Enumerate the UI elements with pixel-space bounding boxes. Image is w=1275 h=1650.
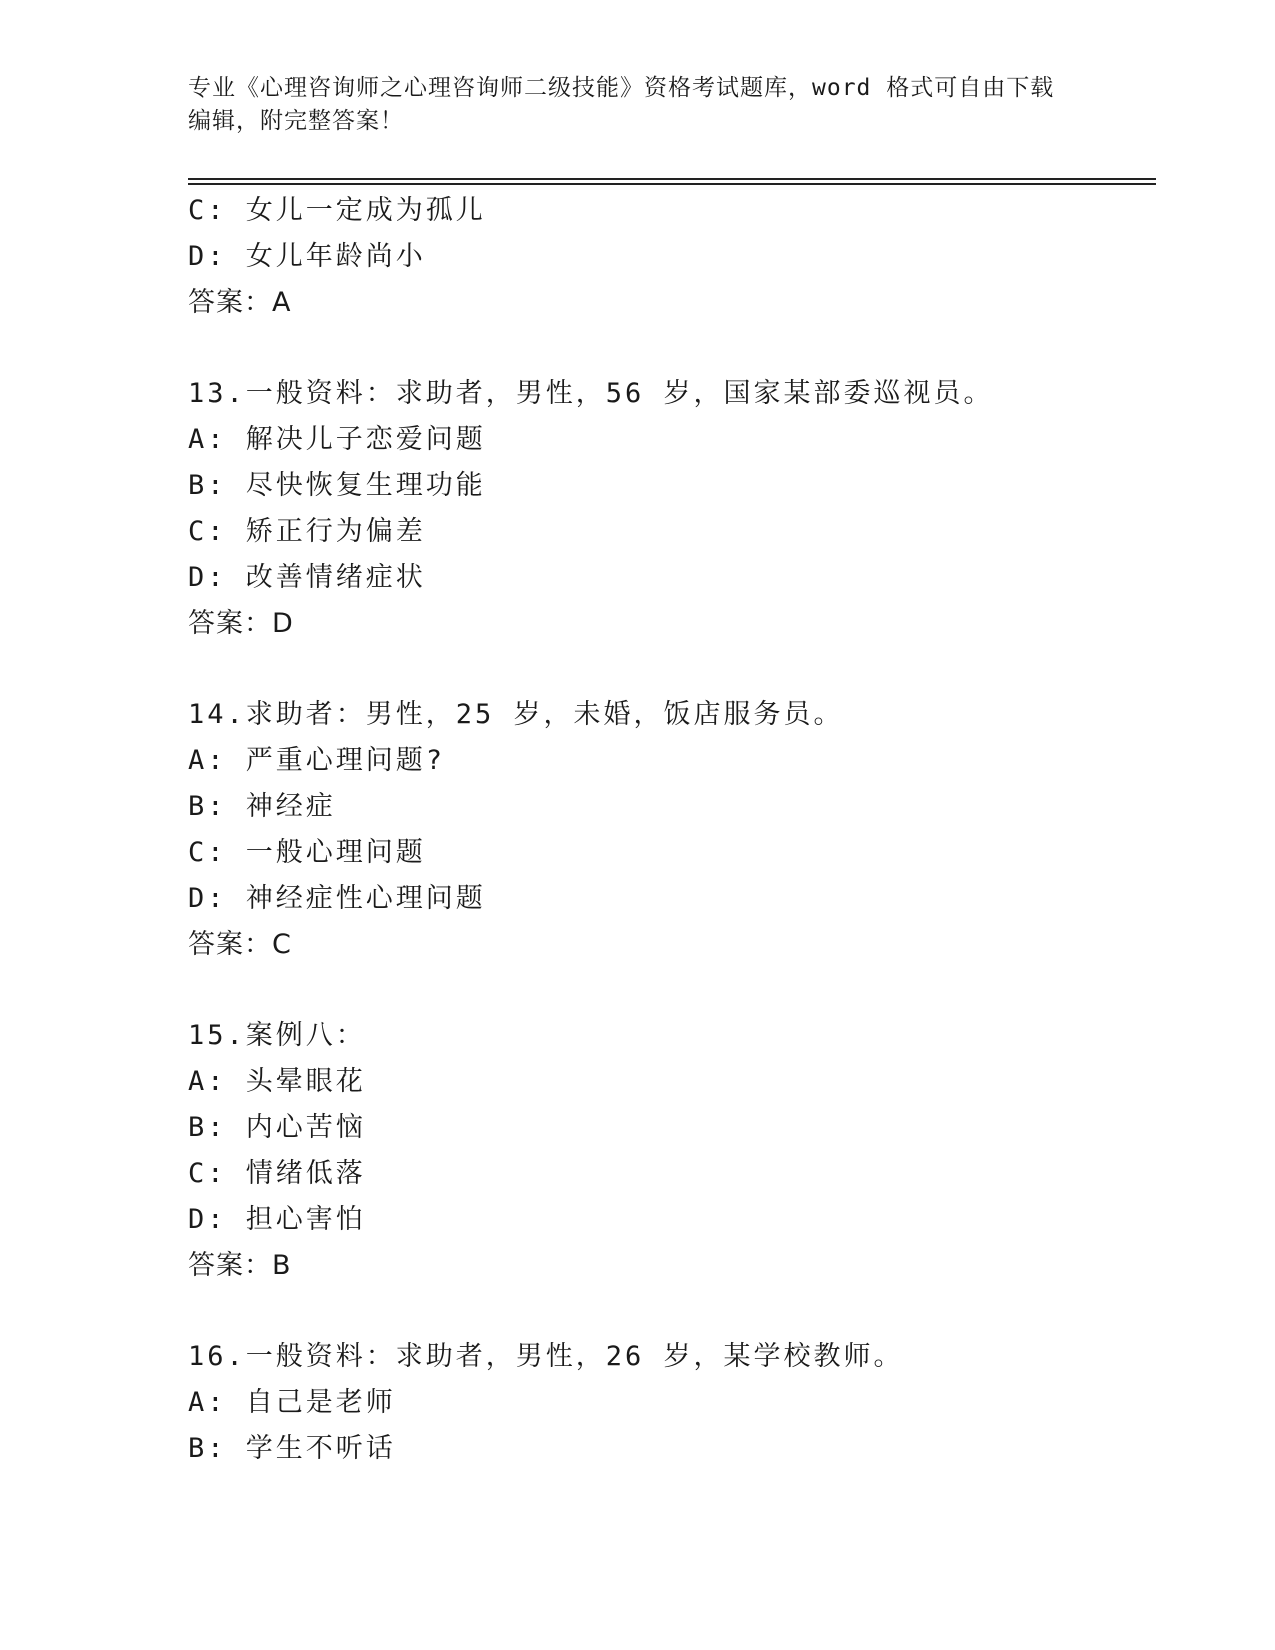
option-b: B: 尽快恢复生理功能 <box>188 470 486 501</box>
option-d: D: 神经症性心理问题 <box>188 883 486 914</box>
question-stem: 15.案例八： <box>188 1020 366 1051</box>
question-14 <box>188 692 1148 968</box>
header-divider-bottom <box>188 183 1156 185</box>
option-a: A: 自己是老师 <box>188 1387 396 1418</box>
option-d: D: 女儿年龄尚小 <box>188 241 426 272</box>
question-stem: 16.一般资料：求助者，男性，26 岁，某学校教师。 <box>188 1341 904 1372</box>
question-13 <box>188 371 1148 647</box>
question-list <box>188 188 1148 1472</box>
option-b: B: 神经症 <box>188 791 336 822</box>
question-16 <box>188 1334 1148 1472</box>
option-d: D: 改善情绪症状 <box>188 562 426 593</box>
spacer <box>188 647 1148 692</box>
spacer <box>188 1289 1148 1334</box>
option-c: C: 一般心理问题 <box>188 837 426 868</box>
option-a: A: 头晕眼花 <box>188 1066 366 1097</box>
question-15 <box>188 1013 1148 1289</box>
answer-line: 答案：D <box>188 608 294 639</box>
spacer <box>188 326 1148 371</box>
option-d: D: 担心害怕 <box>188 1204 366 1235</box>
option-c: C: 情绪低落 <box>188 1158 366 1189</box>
option-a: A: 严重心理问题? <box>188 745 446 776</box>
option-b: B: 学生不听话 <box>188 1433 396 1464</box>
option-c: C: 女儿一定成为孤儿 <box>188 195 486 226</box>
answer-line: 答案：A <box>188 287 292 318</box>
option-b: B: 内心苦恼 <box>188 1112 366 1143</box>
option-a: A: 解决儿子恋爱问题 <box>188 424 486 455</box>
answer-line: 答案：C <box>188 929 292 960</box>
question-12-tail <box>188 188 1148 326</box>
header-line-2: 编辑，附完整答案！ <box>188 108 404 134</box>
question-stem: 13.一般资料：求助者，男性，56 岁，国家某部委巡视员。 <box>188 378 994 409</box>
option-c: C: 矫正行为偏差 <box>188 516 426 547</box>
document-header <box>188 72 1088 138</box>
header-line-1: 专业《心理咨询师之心理咨询师二级技能》资格考试题库，word 格式可自由下载 <box>188 75 1055 101</box>
answer-line: 答案：B <box>188 1250 292 1281</box>
header-divider-top <box>188 178 1156 180</box>
spacer <box>188 968 1148 1013</box>
question-stem: 14.求助者：男性，25 岁，未婚，饭店服务员。 <box>188 699 844 730</box>
